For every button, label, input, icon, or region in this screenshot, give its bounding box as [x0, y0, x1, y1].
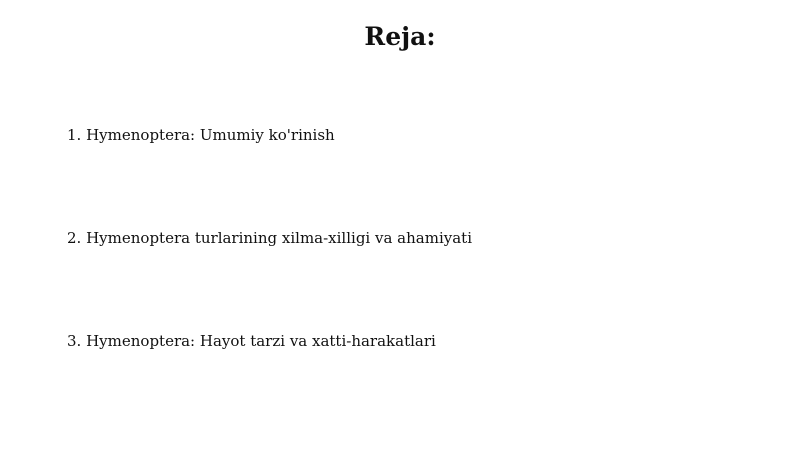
list-item-number: 3. [67, 332, 82, 350]
list-item-text: Hymenoptera: Hayot tarzi va xatti-harakatlari [86, 332, 436, 350]
list-item-text: Hymenoptera turlarining xilma-xilligi va ahamiyati [86, 229, 472, 247]
list-item [67, 228, 472, 248]
list-item-text: Hymenoptera: Umumiy ko'rinish [86, 126, 335, 144]
list-item-number: 2. [67, 229, 82, 247]
list-item [67, 331, 436, 351]
list-item-number: 1. [67, 126, 82, 144]
list-item [67, 125, 335, 145]
page-title: Reja: [364, 22, 436, 51]
